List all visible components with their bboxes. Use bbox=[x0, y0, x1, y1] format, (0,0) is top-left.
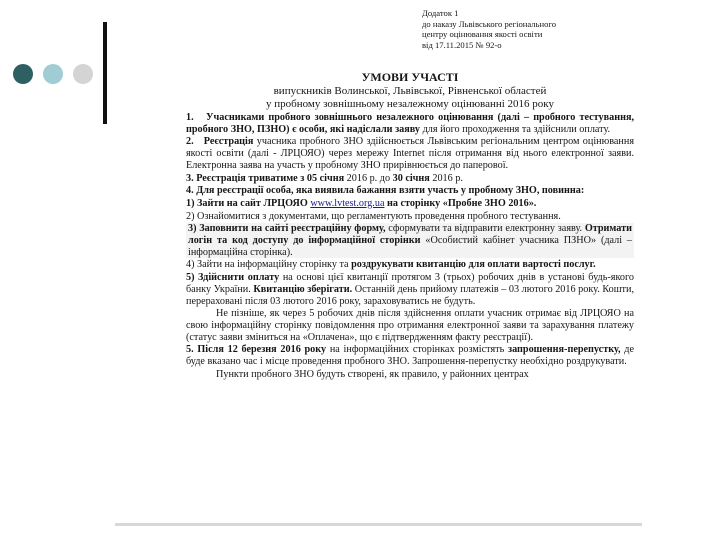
p2-rest: учасника пробного ЗНО здійснюється Львівським регіональним центром оцінювання якості освіти (далі - ЛРЦОЯО) через мережу Internet після отримання від нього електронної заяви. Електронна заява на участь у пробному ЗНО прирівнюється до паперової. bbox=[186, 136, 634, 171]
document-body bbox=[186, 112, 634, 381]
paragraph-1: 1. Учасниками пробного зовнішнього незалежного оцінювання (далі – пробного тестування, пробного ЗНО, ПЗНО) є особи, які надіслали заяву для його проходження та здійснили оплату. bbox=[186, 112, 634, 135]
header-line: Додаток 1 bbox=[422, 8, 459, 18]
paragraph-2: 2. Реєстрація учасника пробного ЗНО здійснюється Львівським регіональним центром оцінювання якості освіти (далі - ЛРЦОЯО) через мережу Internet після отримання від нього електронної заяви. Електронна заява на участь у пробному ЗНО прирівнюється до паперової. bbox=[186, 136, 634, 171]
header-line: до наказу Львівського регіонального bbox=[422, 18, 556, 29]
title-subline: випускників Волинської, Львівської, Рівненської областей bbox=[273, 85, 547, 97]
bottom-fade bbox=[186, 519, 634, 533]
paragraph-4: 4. Для реєстрації особа, яка виявила бажання взяти участь у пробному ЗНО, повинна: bbox=[186, 185, 585, 197]
paragraph-note: Не пізніше, як через 5 робочих днів після здійснення оплати учасник отримає від ЛРЦОЯО на свою інформаційну сторінку повідомлення про отримання електронної заяви та зарахування платежу (статус заяви зміниться на «Оплачена», що є підтвердженням факту реєстрації). bbox=[186, 308, 634, 343]
header-line: від 17.11.2015 № 92-о bbox=[422, 39, 502, 50]
slide-vertical-bar bbox=[103, 22, 107, 124]
dot-dark bbox=[13, 64, 33, 84]
document-header-annex bbox=[422, 8, 632, 50]
p2-bold: Реєстрація bbox=[203, 136, 254, 148]
paragraph-6: Пункти пробного ЗНО будуть створені, як правило, у районних центрах bbox=[216, 368, 529, 380]
dot-light-teal bbox=[43, 64, 63, 84]
slide-decoration-dots bbox=[13, 64, 93, 84]
site-link[interactable]: www.lvtest.org.ua bbox=[310, 197, 385, 209]
title-subline: у пробному зовнішньому незалежному оцінюванні 2016 року bbox=[266, 98, 554, 110]
dot-grey bbox=[73, 64, 93, 84]
paragraph-5: 5. Після 12 березня 2016 року на інформаційних сторінках розмістять запрошення-перепустку, де буде вказано час і місце проведення пробного ЗНО. Запрошення-перепустку необхідно роздрукувати. bbox=[186, 344, 634, 368]
step-4: 4) Зайти на інформаційну сторінку та роздрукувати квитанцію для оплати вартості послуг. bbox=[186, 259, 596, 271]
paragraph-3: 3. Реєстрація триватиме з 05 січня 2016 р. до 30 січня 2016 р. bbox=[186, 172, 463, 184]
step-3: 3) Заповнити на сайті реєстраційну форму, сформувати та відправити електронну заяву. Отримати логін та код доступу до інформаційної сторінки «Особистий кабінет учасника ПЗНО» (далі – інформаційна сторінка). bbox=[188, 223, 633, 258]
step-2: 2) Ознайомитися з документами, що регламентують проведення пробного тестування. bbox=[186, 210, 561, 222]
p1-rest: для його проходження та здійснили оплату. bbox=[422, 123, 611, 135]
step-1: 1) Зайти на сайт ЛРЦОЯО www.lvtest.org.ua на сторінку «Пробне ЗНО 2016». bbox=[186, 197, 537, 209]
document-title bbox=[186, 70, 634, 111]
header-line: центру оцінювання якості освіти bbox=[422, 29, 543, 39]
slide-footer-strip bbox=[115, 523, 642, 526]
title-main: УМОВИ УЧАСТІ bbox=[361, 70, 459, 84]
scanned-document bbox=[186, 8, 634, 533]
p1-bold: Учасниками пробного зовнішнього незалежного оцінювання (далі – пробного тестування, пробного ЗНО, ПЗНО) є особи, які надіслали заяву bbox=[186, 112, 634, 135]
step-5: 5) Здійснити оплату на основі цієї квитанції протягом 3 (трьох) робочих днів в установі будь-якого банку України. Квитанцію зберігати. Останній день прийому платежів – 03 лютого 2016 року. Кошти, перераховані після 03 лютого 2016 року, зараховуватись не будуть. bbox=[186, 272, 634, 307]
